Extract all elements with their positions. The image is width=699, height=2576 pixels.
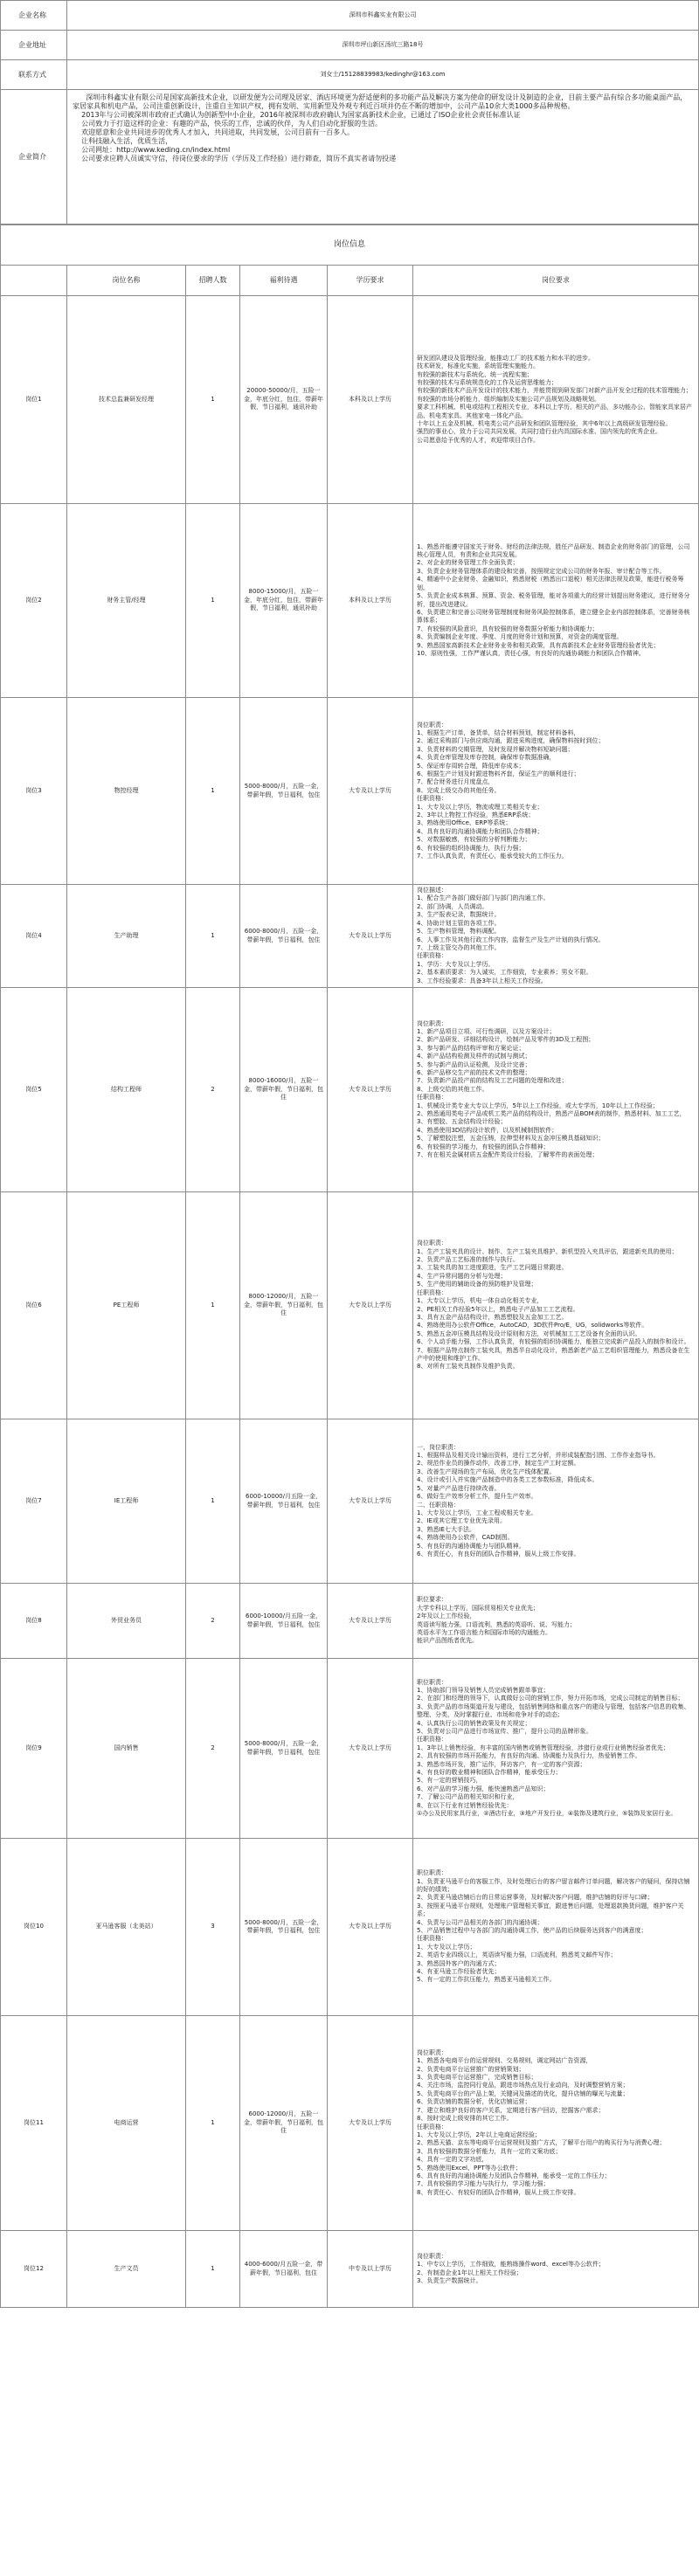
job-row xyxy=(1,988,699,1192)
job-education: 大专及以上学历 xyxy=(328,1839,413,2016)
job-benefit: 8000-12000/月，五险一金，带薪年假，节日福利，包住 xyxy=(240,1192,328,1419)
job-requirements: 岗位职责： 1、熟悉各电商平台的运营规则、交易规则，调定网站广告资源， 2、负责电商平台运营推广的营销策划； 3、负责电商平台运营推广，完成销售目标； 4、关注市场，监控同行竞品，跟进市场热点及行业动向，及时调整营销方案； 5、负责电商平台的产品上架，关键词及描述的优化，提升店铺的曝光与流量； 6、负责店铺的数据分析，优化店铺运营； 7、建立和维护良好的客户关系，定期进行客户回访，挖掘客户需求； 8、按时完成上级安排的其它工作。 任职资格： 1、大专及以上学历，2年以上电商运营经验； 2、熟悉天猫、京东等电商平台运营规则及推广方式，了解平台用户的购买行为与消费心理； 3、具有较强的数据分析能力，具有一定的文案功底； 4、具有一定的文字功底， 5、熟练使用Excel、PPT等办公软件； 6、具有良好的沟通协调能力及团队合作精神，能承受一定的工作压力； 7、具有较强的学习能力与执行力，学习能力强； 8、有责任心、有较好的团队合作精神，服从上级工作安排。 xyxy=(413,2016,699,2231)
job-row-label: 岗位11 xyxy=(1,2016,67,2231)
job-education: 大专及以上学历 xyxy=(328,1419,413,1584)
job-row xyxy=(1,1584,699,1659)
job-benefit: 6000-8000/月，五险一金，带薪年假，节日福利，包住 xyxy=(240,885,328,988)
job-benefit: 8000-15000/月，五险一金，年底分红，包住，带薪年假，节日福利，通讯补助 xyxy=(240,504,328,698)
job-education: 大专及以上学历 xyxy=(328,2016,413,2231)
job-count: 2 xyxy=(186,1584,240,1659)
company-info-table xyxy=(0,0,699,224)
header-count: 招聘人数 xyxy=(186,266,240,296)
job-count: 1 xyxy=(186,2231,240,2308)
job-benefit: 6000-10000/月五险一金，带薪年假，节日福利，包住 xyxy=(240,1584,328,1659)
job-education: 大专及以上学历 xyxy=(328,1192,413,1419)
job-row-label: 岗位5 xyxy=(1,988,67,1192)
company-intro-text: 深圳市科鑫实业有限公司是国家高新技术企业，以研发便为公司理及居家、酒店环境更为舒适便利的多功能产品及解决方案为使命的研发设计及制造的企业，目前主要产品有综合多功能桌面产品，家居家具和机电产品，公司注重创新设计，注重自主知识产权，拥有发明、实用新型及外观专利近百项并仍在不断的增加中，公司产品10余大类1000多品种规格。 2013年与公司被深圳市政府正式确认为创新型中小企业，2016年被深圳市政府确认为国家高新技术企业，已通过了ISO企业社会责任标准认证 公司致力于打造这样的企业：有趣的产品，快乐的工作，忠诚的伙伴，为人们自动化舒服的生活。 欢迎愿意和企业共同进步的优秀人才加入，共同进取，共同发展，公司目前有一百多人。 让科技融入生活，优质生活， 公司网址：http://www.keding.cn/index.html 公司要求应聘人员诚实守信，待岗位要求的学历（学历及工作经验）进行筛查，简历不真实者请勿投递 xyxy=(67,90,699,224)
job-name: 国内销售 xyxy=(67,1659,186,1839)
job-requirements: 岗位职责： 1、生产工装夹具的设计、制作、生产工装夹具维护、新机型投入夹具评估，跟进新夹具的使用； 2、负责产品工艺标准的制作与执行。 3、工装夹具的加工进度跟进，生产工艺问题日常跟进。 4、生产异常问题的分析与处理； 5、生产使用的辅助设备的预防维护及管理； 任职资格： 1、大专以上学历，机电一体自动化相关专业， 2、PE相关工作经验5年以上，熟悉电子产品加工工艺流程。 3、具有五金产品结构设计，熟悉塑胶及五金加工工艺。 4、熟练使用办公软件Office，AutoCAD，3D软件Pro/E，UG，solidworks等软件。 5、熟悉五金冲压模具结构及设计原则和方法，对机械加工工艺设备有全面的认识。 6、个人动手能力强，工作认真负责，有较强的组织协调能力，能独立完成新产品投入的制作和设计。 7、根据产品特点制作工装夹具，熟悉半自动化设计，熟悉新老产品工艺组织管理能力，熟悉设备在生产中的使用和维护工作。 8、对所有工装夹具制作及维护负责。 xyxy=(413,1192,699,1419)
job-name: 电商运营 xyxy=(67,2016,186,2231)
job-count: 1 xyxy=(186,504,240,698)
job-row xyxy=(1,1839,699,2016)
job-name: 生产文员 xyxy=(67,2231,186,2308)
job-benefit: 6000-12000/月，五险一金，带薪年假，节日福利，包住 xyxy=(240,2016,328,2231)
jobs-header-row xyxy=(1,266,699,296)
job-benefit: 4000-6000/月五险一金，带薪年假，节日福利，包住 xyxy=(240,2231,328,2308)
job-row-label: 岗位6 xyxy=(1,1192,67,1419)
job-requirements: 岗位职责： 1、新产品项目立项、可行性调研，以及方案设计； 2、新产品研发、详细结构设计，绘制产品及零件的3D及工程图； 3、参与新产品的结构评审和方案论证； 4、新产品结构检测及样件的试制与测试； 5、参与新产品的认证检测，及设计完善； 6、新产品移交生产前的技术文件的整理； 7、负责新产品投产前的结构及工艺问题的处理和改进； 8、上级交给的其他工作。 任职资格： 1、机械设计类专业大专以上学历，5年以上工作经验，或大专学历，10年以上工作经验； 2、熟悉通用类电子产品或机工类产品的结构设计，熟悉产品BOM表的制作，熟悉材料、加工工艺， 3、有塑胶、五金结构设计经验； 4、熟悉使用3D结构设计软件，以及机械制图软件； 5、了解塑胶注塑，五金压铸，拉伸型材料及五金冲压模具基础知识； 6、有较强的学习能力，有较强的团队合作精神； 7、有在相关金属材质五金配件类设计经验，了解零件的表面处理； xyxy=(413,988,699,1192)
job-requirements: 一、岗位职责： 1、根据样品及相关设计输出资料，进行工艺分析，并形成装配指引图、工作作业指导书。 2、规范作业员的操作动作，改善工序，制定生产工时定额。 3、改善生产现场的生产布局，优化生产线体配置。 4、设计或引入并实施产品制造中的各类工艺参数标准，降低成本。 5、对量产产品进行持续改善。 6、做好生产效率分析工作，提升生产效率。 二、任职资格： 1、大专及以上学历，工业工程或相关专业。 2、IE或其它理工专业优先录用。 3、熟悉IE七大手法。 4、熟练使用办公软件，CAD制图。 5、有良好的沟通协调能力与团队精神。 6、有责任心，有良好的团队合作精神，服从上级工作安排。 xyxy=(413,1419,699,1584)
job-name: 技术总监兼研发经理 xyxy=(67,296,186,504)
company-address-label: 企业地址 xyxy=(1,31,67,60)
company-intro-row xyxy=(1,90,699,224)
job-education: 大专及以上学历 xyxy=(328,1659,413,1839)
job-requirements: 职位职责： 1、协助部门领导及销售人员完成销售跟单事宜； 2、在部门和经理的领导下，认真做好公司的营销工作，努力开拓市场，完成公司制定的销售目标； 3、负责产品的市场渠道开发与建设，包括销售网络和重点客户的建设与管理，包括客户信息的收集、整理、分类，及时掌握行业、市场和竞争对手的动态； 4、认真执行公司的销售政策及有关规定； 5、负责对公司产品进行市场宣传、推广，提升公司的品牌形象。 任职资格： 1、3年以上销售经验，有丰富的国内销售或销售管理经验，涉猎行业或行业销售经验者优先； 2、具有较强的市场开拓能力，有良好的沟通、协调能力及执行力，热爱销售工作。 3、熟悉市场开发，推广运作，拜访客户，有一定的客户资源； 4、有良好的敬业精神和团队合作精神，能承受压力； 5、有一定的营销技巧， 6、对产品的学习能力强，能快速熟悉产品知识； 7、了解公司产品的相关知识和行业， 8、在以下行业有过销售经验优先： ①办公及民用家具行业，②酒店行业，③地产开发行业，④装饰及建筑行业，⑤装饰及家居行业。 xyxy=(413,1659,699,1839)
job-row xyxy=(1,885,699,988)
job-requirements: 岗位职责： 1、根据生产订单，备货单，结合材料预划，制定材料备料， 2、通过采购部门与供应商沟通，跟进采购进度，确保物料按时到位； 3、负责材料的交期管理，及时发现并解决物料短缺问题； 4、负责仓库管理及库存控制，确保库存数据准确， 5、保证库存周转合理，降低库存成本； 6、根据生产计划及时跟进物料齐套，保证生产的顺利进行； 7、配合财务进行月度盘点， 8、完成上级交办的其他任务。 任职资格： 1、大专及以上学历，物流或理工类相关专业； 2、3年以上物控工作经验，熟悉ERP系统； 3、熟练使用Office、ERP等系统； 4、具有良好的沟通协调能力和团队合作精神； 5、对数据敏感，有较强的分析判断能力； 6、有较强的组织协调能力，执行力强； 7、工作认真负责，有责任心，能承受较大的工作压力。 xyxy=(413,698,699,885)
job-requirements: 职位职责： 1、负责亚马逊平台的客服工作，及时处理后台的客户留言邮件订单问题，解决客户的疑问，保持店铺的好的绩效； 2、负责亚马逊店铺后台的日常运营事务，及时解决客户问题，维护店铺的好评与口碑； 3、按照亚马逊平台规则，处理账户管理相关事宜，跟进售后问题，处理退款换货问题，维护客户关系； 4、负责与公司产品相关的各部门的沟通协调； 5、产品销售过程中与各部门的沟通协调工作，使产品的后续服务达到客户的满意度； 任职资格： 1、大专及以上学历； 2、英语专业四级以上，英语读写能力强，口语流利，熟悉英文邮件写作； 3、熟悉国外客户的沟通方式； 4、有亚马逊工作经验者优先； 5、有一定的工作抗压能力，熟悉亚马逊相关工作。 xyxy=(413,1839,699,2016)
company-name-row xyxy=(1,1,699,31)
job-benefit: 8000-16000/月，五险一金，带薪年假，节日福利，包住 xyxy=(240,988,328,1192)
header-job-name: 岗位名称 xyxy=(67,266,186,296)
job-requirements: 1、熟悉并能遵守国家关于财务、财经的法律法规，胜任产品研发、制造企业的财务部门的管理，公司核心管理人员，有责和企业共同发展。 2、对企业的财务管理工作全面负责； 3、负责企业财务管理体系的建设和完善，按照规定完成公司的财务年报、审计配合等工作。 4、精通中小企业财务、金融知识，熟悉财税（熟悉出口退税）相关法律法规及政策，能进行税务筹划。 5、负责企业成本核算、预算、资金、税务管理，能对各项重大的经营计划提出财务建议，进行财务分析，提出改进建议。 6、负责建立和完善公司财务管理制度和财务风险控制体系，建立健全企业内部控制体系，完善财务核算体系； 7、有较强的风险意识，具有较强的财务数据分析能力和协调能力； 8、负责编制企业年度、季度、月度的财务计划和预算，对资金的调度管理。 9、熟悉国家高新技术企业财务业务和相关政策，具有高新技术企业财务管理经验者优先； 10、原则性强，工作严谨认真，责任心强，有良好的沟通协调能力和团队合作精神。 xyxy=(413,504,699,698)
job-name: 结构工程师 xyxy=(67,988,186,1192)
job-benefit: 5000-8000/月，五险一金，带薪年假，节日福利，包住 xyxy=(240,1839,328,2016)
job-row-label: 岗位4 xyxy=(1,885,67,988)
job-benefit: 6000-10000/月五险一金，带薪年假，节日福利，包住 xyxy=(240,1419,328,1584)
job-row xyxy=(1,1192,699,1419)
job-count: 1 xyxy=(186,1192,240,1419)
company-intro-label: 企业简介 xyxy=(1,90,67,224)
company-contact-row xyxy=(1,60,699,90)
job-count: 3 xyxy=(186,1839,240,2016)
job-row-label: 岗位3 xyxy=(1,698,67,885)
job-benefit: 5000-8000/月，五险一金，带薪年假，节日福利，包住 xyxy=(240,698,328,885)
job-row xyxy=(1,1659,699,1839)
job-row-label: 岗位9 xyxy=(1,1659,67,1839)
job-benefit: 20000-50000/月，五险一金，年底分红，包住，带薪年假，节日福利，通讯补助 xyxy=(240,296,328,504)
job-name: 物控经理 xyxy=(67,698,186,885)
job-education: 大专及以上学历 xyxy=(328,885,413,988)
job-benefit: 5000-8000/月，五险一金，带薪年假，节日福利，包住 xyxy=(240,1659,328,1839)
job-education: 大专及以上学历 xyxy=(328,1584,413,1659)
job-row xyxy=(1,2231,699,2308)
job-row xyxy=(1,296,699,504)
job-education: 大专及以上学历 xyxy=(328,988,413,1192)
job-name: IE工程师 xyxy=(67,1419,186,1584)
job-row xyxy=(1,504,699,698)
job-rows xyxy=(1,296,699,2308)
job-name: 亚马逊客服（北美站） xyxy=(67,1839,186,2016)
job-row-label: 岗位8 xyxy=(1,1584,67,1659)
company-contact-value: 刘女士/15128839983/kedinghr@163.com xyxy=(67,60,699,90)
job-count: 1 xyxy=(186,885,240,988)
header-benefit: 福利待遇 xyxy=(240,266,328,296)
job-count: 2 xyxy=(186,988,240,1192)
job-name: PE工程师 xyxy=(67,1192,186,1419)
job-row-label: 岗位1 xyxy=(1,296,67,504)
job-name: 外贸业务员 xyxy=(67,1584,186,1659)
company-contact-label: 联系方式 xyxy=(1,60,67,90)
jobs-section-title: 岗位信息 xyxy=(1,225,699,266)
job-count: 2 xyxy=(186,1659,240,1839)
job-name: 生产助理 xyxy=(67,885,186,988)
job-requirements: 职位要求： 大学专科以上学历，国际贸易相关专业优先； 2年及以上工作经验， 英语读写能力强，口语流利，熟悉的英语听、说、写能力； 英语水平为工作语言能力和国际市场的沟通能力。 能识产品图纸者优先。 xyxy=(413,1584,699,1659)
company-name-label: 企业名称 xyxy=(1,1,67,31)
job-row-label: 岗位10 xyxy=(1,1839,67,2016)
job-requirements: 岗位描述： 1、配合生产各部门做好部门与部门的沟通工作。 2、部门协调，人员调动。 3、生产报表记录，数据统计。 4、协助计划主管的各项工作。 5、生产物料管理，物料调配。 6、人事工作及其他行政工作内容，监督生产及生产计划的执行情况。 7、上级主管交办的其他工作。 任职资格： 1、学历：大专及以上学历。 2、基本素质要求：为人诚实，工作细致，专业素养；男女不限。 3、工作经验要求：具备3年以上相关工作经验。 xyxy=(413,885,699,988)
job-requirements: 研发团队建设及管理经验，能推动工厂的技术能力和水平的进步。 技术研发，标准化实施，系统管理实施能力。 有较强的新技术与系统化、统一流程实施； 有较强的技术与系统规范化的工作及运营思维能力； 有较强的新技术产品开发设计的技术能力，并能贯彻到研发部门对新产品开发全过程的技术管理能力； 有较强的市场分析能力，组织编制及实施公司产品规划及战略规划。 要求工科机械、机电或结构工程相关专业，本科以上学历，相关的产品，多功能办公、智能家具家居产品、机电类家具、其他家电一体化产品。 十年以上五金及机械、机电类公司产品研发和团队管理经验，其中6年以上高级研发管理经验。 强烈的事业心，致力于公司共同发展，共同打造行业内具国际水准、国内领先的优秀企业。 公司愿意给予优秀的人才，欢迎带项目合作。 xyxy=(413,296,699,504)
header-requirements: 岗位要求 xyxy=(413,266,699,296)
job-row xyxy=(1,2016,699,2231)
header-education: 学历要求 xyxy=(328,266,413,296)
job-count: 1 xyxy=(186,698,240,885)
job-education: 本科及以上学历 xyxy=(328,296,413,504)
job-count: 1 xyxy=(186,1419,240,1584)
jobs-section-row xyxy=(1,225,699,266)
company-address-row xyxy=(1,31,699,60)
job-count: 1 xyxy=(186,296,240,504)
company-address-value: 深圳市坪山新区汤坑三路18号 xyxy=(67,31,699,60)
header-spacer xyxy=(1,266,67,296)
job-requirements: 岗位职责： 1、中专以上学历，工作细致，能熟练操作word、excel等办公软件； 2、有制造企业1年以上相关工作经验； 3、负责生产数据统计。 xyxy=(413,2231,699,2308)
jobs-table xyxy=(0,224,699,2308)
job-education: 本科及以上学历 xyxy=(328,504,413,698)
job-row-label: 岗位2 xyxy=(1,504,67,698)
job-row-label: 岗位12 xyxy=(1,2231,67,2308)
job-row xyxy=(1,1419,699,1584)
job-education: 大专及以上学历 xyxy=(328,698,413,885)
job-education: 中专及以上学历 xyxy=(328,2231,413,2308)
job-row-label: 岗位7 xyxy=(1,1419,67,1584)
job-row xyxy=(1,698,699,885)
company-name-value: 深圳市科鑫实业有限公司 xyxy=(67,1,699,31)
job-count: 1 xyxy=(186,2016,240,2231)
job-name: 财务主管/经理 xyxy=(67,504,186,698)
